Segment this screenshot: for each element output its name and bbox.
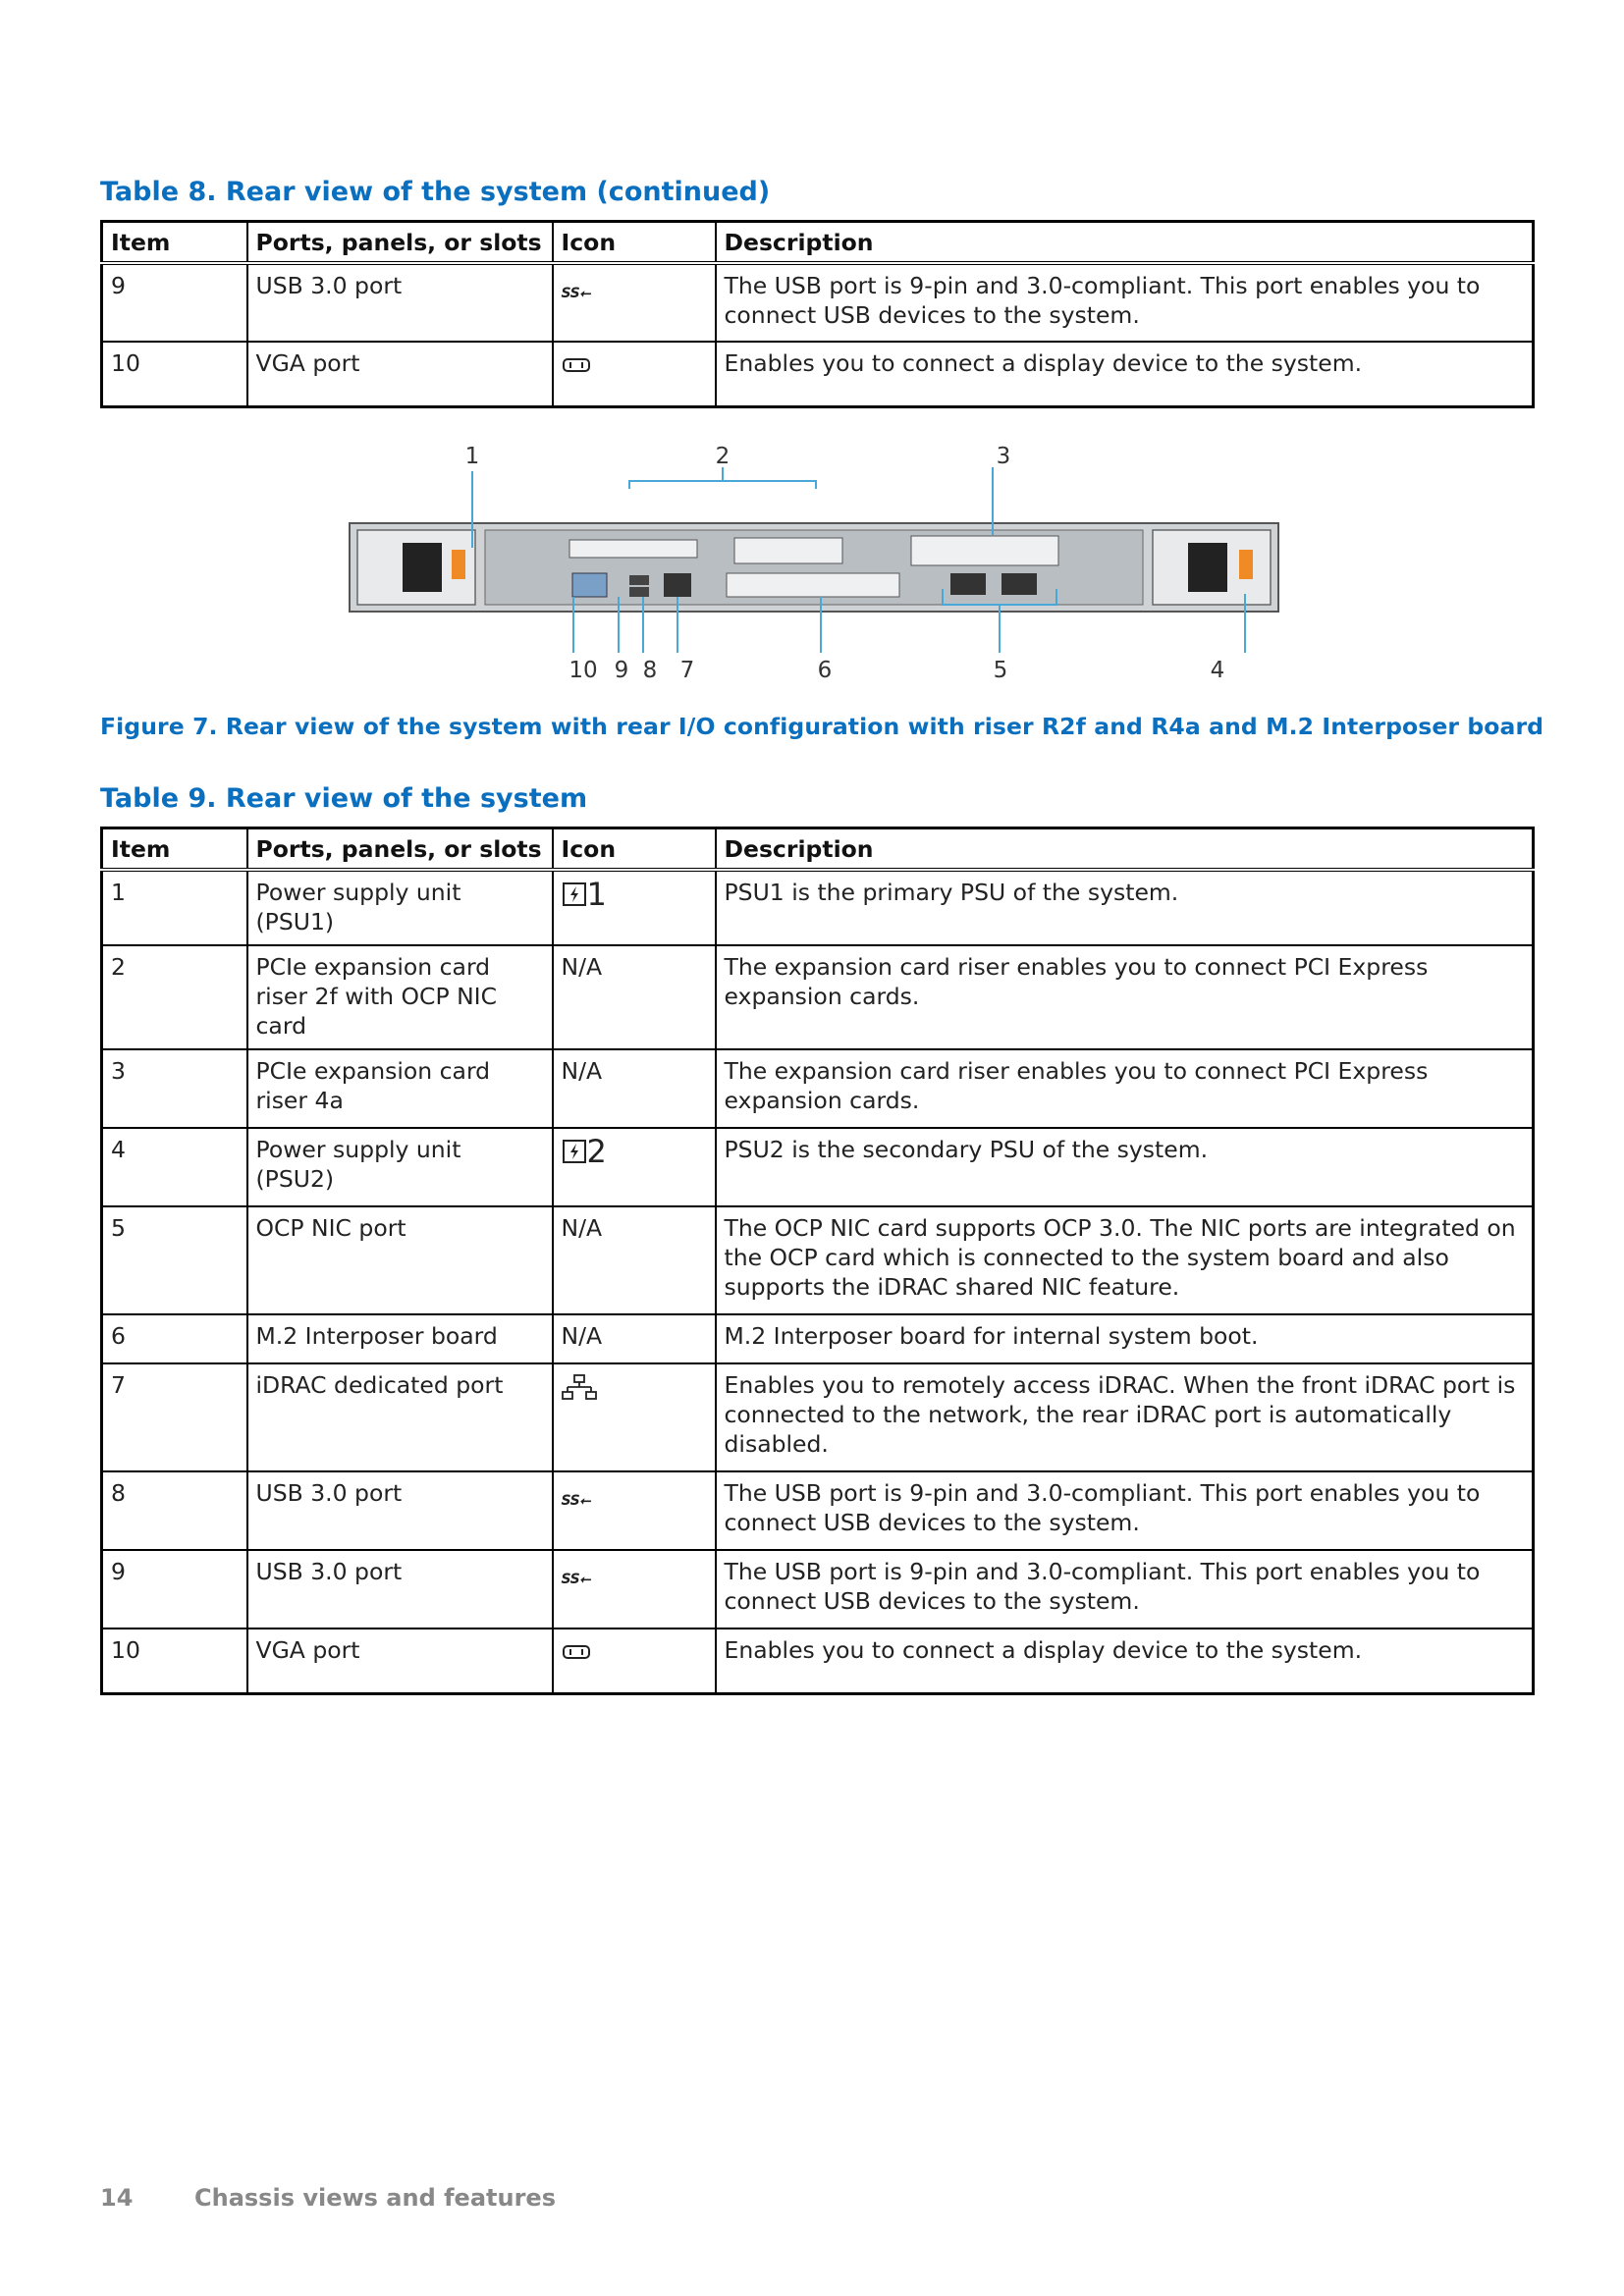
table-9 [100, 827, 1535, 1695]
column-header-icon: Icon [553, 222, 716, 264]
item-number: 9 [102, 263, 247, 342]
port-description: Enables you to connect a display device to the system. [716, 342, 1534, 406]
port-name: iDRAC dedicated port [247, 1363, 553, 1471]
table-row [102, 1206, 1534, 1314]
vga-port [572, 573, 607, 597]
table-row [102, 870, 1534, 945]
port-description: Enables you to connect a display device to the system. [716, 1629, 1534, 1693]
port-description: M.2 Interposer board for internal system boot. [716, 1314, 1534, 1363]
port-description: The expansion card riser enables you to connect PCI Express expansion cards. [716, 945, 1534, 1049]
network-icon [562, 1371, 597, 1399]
table-row [102, 1550, 1534, 1629]
port-description: PSU2 is the secondary PSU of the system. [716, 1128, 1534, 1206]
port-name: M.2 Interposer board [247, 1314, 553, 1363]
table-8-caption: Table 8. Rear view of the system (continued) [100, 177, 771, 207]
port-name: OCP NIC port [247, 1206, 553, 1314]
item-number: 5 [102, 1206, 247, 1314]
port-description: The USB port is 9-pin and 3.0-compliant. This port enables you to connect USB devices to the system. [716, 263, 1534, 342]
rear-view-figure [322, 442, 1304, 692]
port-description: The expansion card riser enables you to connect PCI Express expansion cards. [716, 1049, 1534, 1128]
column-header-item: Item [102, 828, 247, 871]
item-number: 4 [102, 1128, 247, 1206]
psu2-connector [1188, 543, 1227, 592]
usb-3-icon: SS⭠ [561, 1572, 590, 1587]
port-name: USB 3.0 port [247, 1550, 553, 1629]
page-number: 14 [100, 2184, 134, 2212]
icon-not-applicable: N/A [553, 945, 716, 1049]
table-row [102, 1314, 1534, 1363]
riser-4a-slot [911, 536, 1058, 565]
item-number: 2 [102, 945, 247, 1049]
item-number: 8 [102, 1471, 247, 1550]
item-number: 6 [102, 1314, 247, 1363]
ocp-nic-port-a [950, 573, 986, 595]
footer-section-title: Chassis views and features [194, 2184, 556, 2212]
ocp-nic-port-b [1001, 573, 1037, 595]
ocp-nic-card [734, 538, 842, 563]
port-description: The OCP NIC card supports OCP 3.0. The NIC ports are integrated on the OCP card which is connected to the system board and also supports the iDRAC shared NIC feature. [716, 1206, 1534, 1314]
callout-4: 4 [1210, 658, 1225, 683]
column-header-description: Description [716, 222, 1534, 264]
vga-icon [562, 349, 591, 377]
port-name: PCIe expansion card riser 2f with OCP NIC card [247, 945, 553, 1049]
port-name: VGA port [247, 1629, 553, 1693]
port-description: PSU1 is the primary PSU of the system. [716, 870, 1534, 945]
vga-icon [562, 1636, 591, 1664]
callout-6: 6 [817, 658, 833, 683]
idrac-port [664, 573, 691, 597]
callout-5: 5 [993, 658, 1008, 683]
item-number: 10 [102, 1629, 247, 1693]
table-row [102, 263, 1534, 342]
table-row [102, 1363, 1534, 1471]
icon-not-applicable: N/A [553, 1314, 716, 1363]
callout-7: 7 [679, 658, 695, 683]
callout-10: 10 [568, 658, 598, 683]
table-row [102, 342, 1534, 406]
psu-icon: 2 [562, 1131, 607, 1168]
usb-3-icon: SS⭠ [561, 1493, 590, 1509]
psu1-handle [452, 550, 465, 579]
table-row [102, 1128, 1534, 1206]
column-header-description: Description [716, 828, 1534, 871]
psu2-handle [1239, 550, 1253, 579]
riser-2f-slot [569, 540, 697, 558]
usb-3-icon: SS⭠ [561, 286, 590, 301]
table-row [102, 1049, 1534, 1128]
callout-2: 2 [715, 444, 731, 469]
icon-not-applicable: N/A [553, 1049, 716, 1128]
port-name: PCIe expansion card riser 4a [247, 1049, 553, 1128]
column-header-ports: Ports, panels, or slots [247, 828, 553, 871]
callout-3: 3 [996, 444, 1011, 469]
table-row [102, 945, 1534, 1049]
item-number: 7 [102, 1363, 247, 1471]
m2-interposer-board [727, 573, 899, 597]
callout-9: 9 [614, 658, 629, 683]
port-description: The USB port is 9-pin and 3.0-compliant. This port enables you to connect USB devices to the system. [716, 1471, 1534, 1550]
port-name: Power supply unit (PSU1) [247, 870, 553, 945]
port-name: USB 3.0 port [247, 1471, 553, 1550]
psu1-connector [403, 543, 442, 592]
callout-1: 1 [464, 444, 480, 469]
port-description: The USB port is 9-pin and 3.0-compliant. This port enables you to connect USB devices to the system. [716, 1550, 1534, 1629]
usb-port-9 [629, 575, 649, 585]
table-row [102, 1471, 1534, 1550]
port-name: Power supply unit (PSU2) [247, 1128, 553, 1206]
item-number: 1 [102, 870, 247, 945]
column-header-item: Item [102, 222, 247, 264]
port-name: VGA port [247, 342, 553, 406]
column-header-icon: Icon [553, 828, 716, 871]
table-row [102, 1629, 1534, 1693]
table-8 [100, 220, 1535, 408]
item-number: 9 [102, 1550, 247, 1629]
port-name: USB 3.0 port [247, 263, 553, 342]
figure-7-caption: Figure 7. Rear view of the system with rear I/O configuration with riser R2f and R4a and M.2 Interposer board [100, 713, 1544, 740]
psu-icon: 1 [562, 874, 607, 911]
usb-port-8 [629, 587, 649, 597]
column-header-ports: Ports, panels, or slots [247, 222, 553, 264]
item-number: 10 [102, 342, 247, 406]
table-9-caption: Table 9. Rear view of the system [100, 783, 588, 814]
icon-not-applicable: N/A [553, 1206, 716, 1314]
port-description: Enables you to remotely access iDRAC. When the front iDRAC port is connected to the network, the rear iDRAC port is automatically disabled. [716, 1363, 1534, 1471]
callout-8: 8 [642, 658, 658, 683]
item-number: 3 [102, 1049, 247, 1128]
